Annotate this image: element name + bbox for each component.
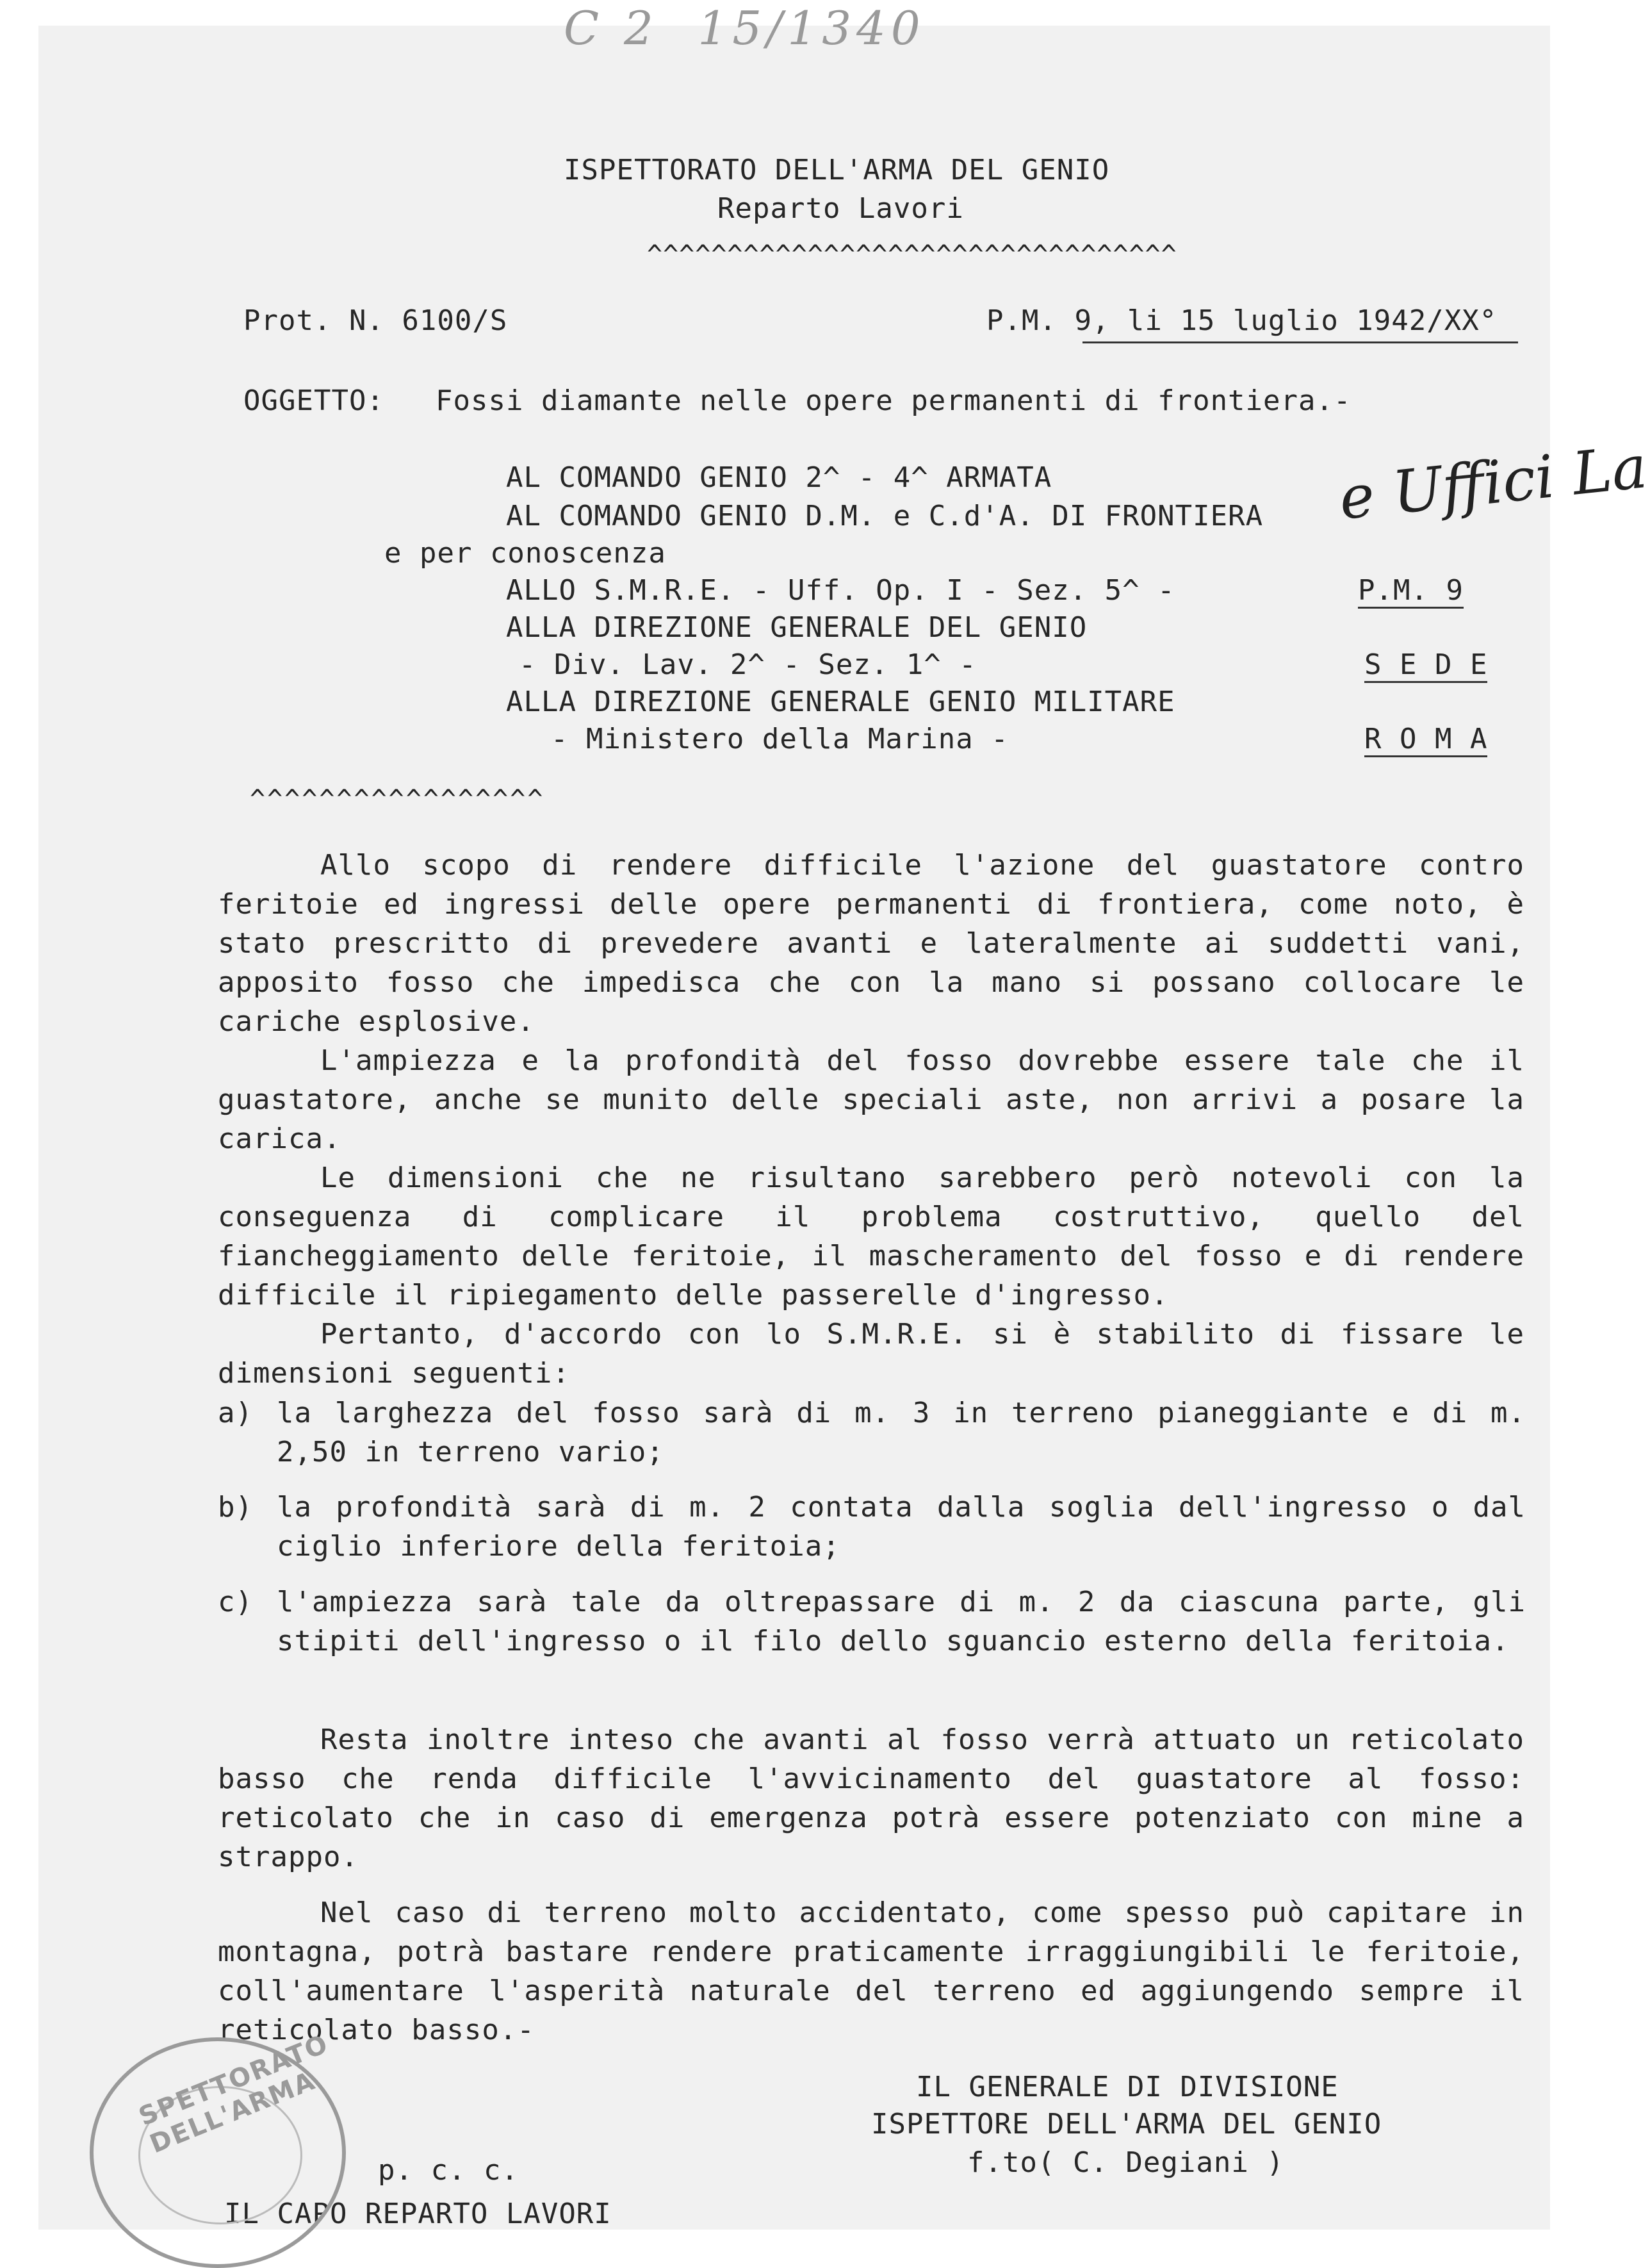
body-paragraph-5: Resta inoltre inteso che avanti al fosso verrà attuato un reticolato basso che renda difficile l'avvicinamento del guastatore al fosso: reticolato che in caso di emergenza potrà essere potenziato con mine a strappo. xyxy=(218,1723,1524,1873)
list-item-label: a) xyxy=(218,1397,253,1429)
signature-title-2: ISPETTORE DELL'ARMA DEL GENIO xyxy=(871,2108,1382,2141)
list-item-label: c) xyxy=(218,1586,253,1618)
body-paragraph-1: Allo scopo di rendere difficile l'azione del guastatore contro feritoie ed ingressi delle opere permanenti di frontiera, come noto, è stato prescritto di prevedere avanti e lateralmente ai suddetti vani, apposito fosso che impedisca che con la mano si possano collocare le cariche esplosive. xyxy=(218,849,1524,1038)
stamp-text: SPETTORATO DELL'ARMA xyxy=(135,2028,333,2160)
section-divider: ^^^^^^^^^^^^^^^^^ xyxy=(250,785,545,814)
recipient-2-handwritten: e Uffici La xyxy=(1336,432,1650,533)
recipient-3: ALLO S.M.R.E. - Uff. Op. I - Sez. 5^ - xyxy=(506,574,1175,607)
body-paragraph-3: Le dimensioni che ne risultano sarebbero però notevoli con la conseguenza di complicare il problema costruttivo, quello del fiancheggiamento delle feritoie, il mascheramento del fosso e di rendere difficile il ripiegamento delle passerelle d'ingresso. xyxy=(218,1162,1524,1311)
pcc-office: IL CAPO REPARTO LAVORI xyxy=(224,2198,612,2230)
recipient-2: AL COMANDO GENIO D.M. e C.d'A. DI FRONTIERA xyxy=(506,500,1264,532)
cc-label: e per conoscenza xyxy=(384,537,666,570)
list-item-text: la profondità sarà di m. 2 contata dalla soglia dell'ingresso o dal ciglio inferiore della feritoia; xyxy=(277,1491,1526,1563)
date-line: P.M. 9, li 15 luglio 1942/XX° xyxy=(986,304,1498,337)
recipient-3-place: P.M. 9 xyxy=(1358,574,1464,609)
recipient-4-place: S E D E xyxy=(1364,648,1487,683)
protocol-number: Prot. N. 6100/S xyxy=(243,304,508,337)
archive-mark: C 2 15/1340 xyxy=(564,1,926,55)
signature-title-1: IL GENERALE DI DIVISIONE xyxy=(916,2071,1339,2103)
subject-label: OGGETTO: xyxy=(243,384,384,417)
list-item-c xyxy=(218,1582,1524,1700)
list-item-label: b) xyxy=(218,1491,253,1524)
body-paragraph-2: L'ampiezza e la profondità del fosso dovrebbe essere tale che il guastatore, anche se munito delle speciali aste, non arrivi a posare la carica. xyxy=(218,1044,1524,1155)
recipient-5b: - Ministero della Marina - xyxy=(551,723,1009,755)
signature-name: f.to( C. Degiani ) xyxy=(967,2146,1284,2179)
recipient-5-place: R O M A xyxy=(1364,723,1487,757)
list-item-text: la larghezza del fosso sarà di m. 3 in terreno pianeggiante e di m. 2,50 in terreno vario; xyxy=(277,1397,1526,1468)
recipient-4a: ALLA DIREZIONE GENERALE DEL GENIO xyxy=(506,611,1088,644)
recipient-1: AL COMANDO GENIO 2^ - 4^ ARMATA xyxy=(506,461,1052,494)
list-item-text: l'ampiezza sarà tale da oltrepassare di m. 2 da ciascuna parte, gli stipiti dell'ingresso o il filo dello sguancio esterno della feritoia. xyxy=(277,1586,1526,1657)
recipient-5a: ALLA DIREZIONE GENERALE GENIO MILITARE xyxy=(506,686,1175,718)
recipient-4b: - Div. Lav. 2^ - Sez. 1^ - xyxy=(519,648,977,681)
subject-text: Fossi diamante nelle opere permanenti di frontiera.- xyxy=(436,384,1352,417)
header-department: Reparto Lavori xyxy=(717,192,964,225)
body-paragraph-6: Nel caso di terreno molto accidentato, come spesso può capitare in montagna, potrà bastare rendere praticamente irraggiungibili le feritoie, coll'aumentare l'asperità naturale del terreno ed aggiungendo sempre il reticolato basso.- xyxy=(218,1896,1524,2046)
list-item-a xyxy=(218,1393,1524,1472)
header-office: ISPETTORATO DELL'ARMA DEL GENIO xyxy=(564,154,1110,186)
pcc-label: p. c. c. xyxy=(378,2154,519,2187)
body-paragraph-4: Pertanto, d'accordo con lo S.M.R.E. si è stabilito di fissare le dimensioni seguenti: xyxy=(218,1318,1524,1390)
header-decor: ^^^^^^^^^^^^^^^^^^^^^^^^^^^^^^^^^ xyxy=(647,240,1177,270)
list-item-b xyxy=(218,1488,1524,1566)
official-stamp xyxy=(90,2028,346,2268)
date-underline xyxy=(1082,341,1518,343)
